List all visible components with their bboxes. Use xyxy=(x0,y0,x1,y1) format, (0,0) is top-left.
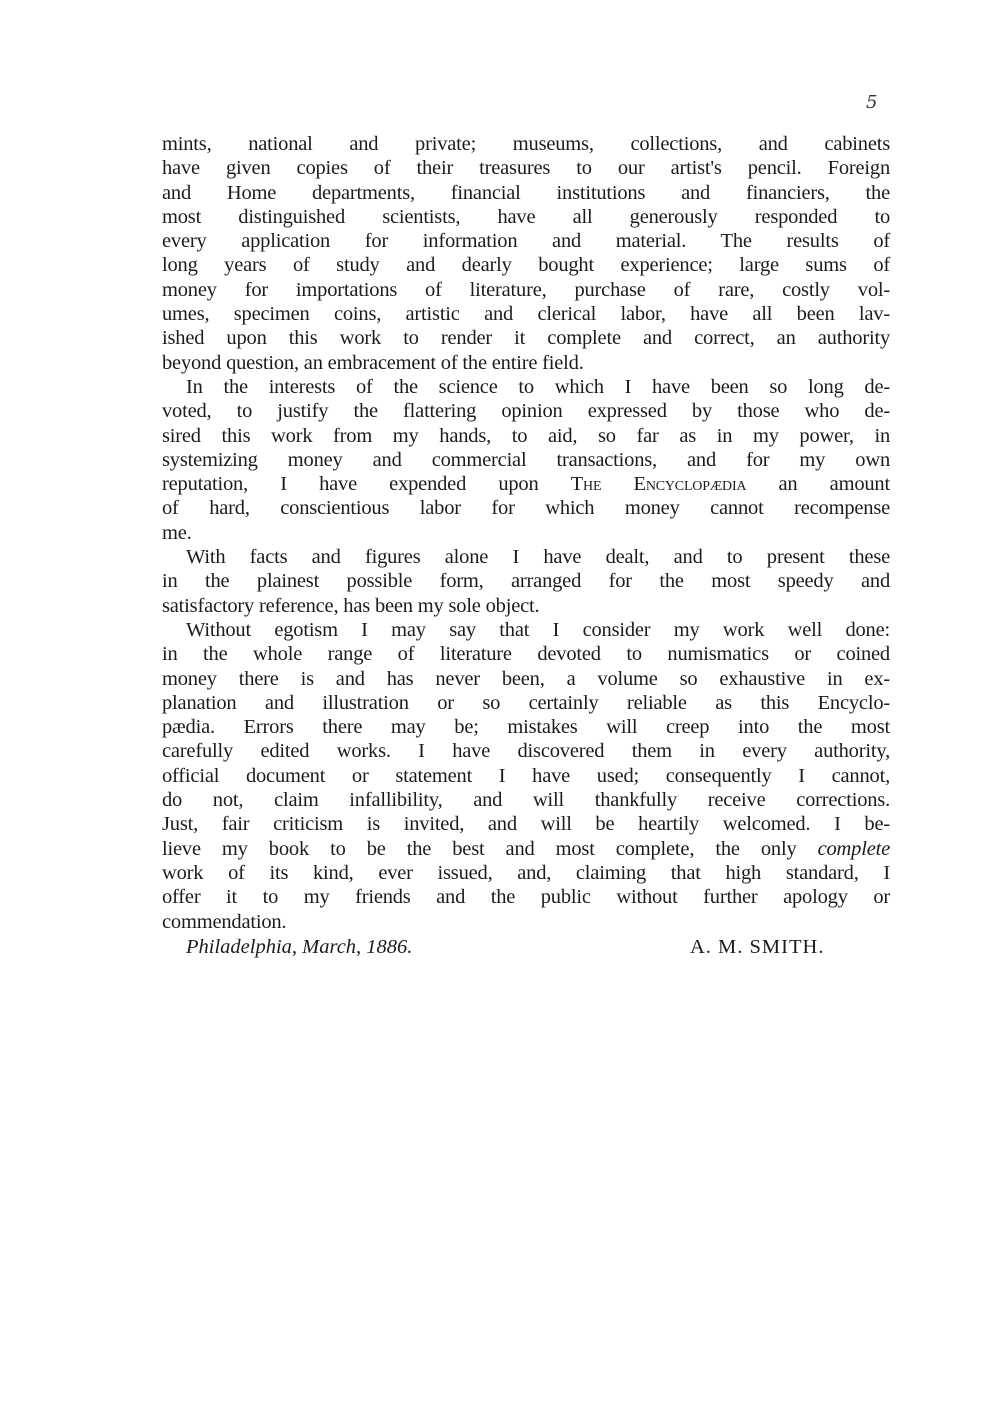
text-line: money there is and has never been, a volume so exhaustive in ex- xyxy=(162,667,890,690)
text-line: systemizing money and commercial transactions, and for my own xyxy=(162,448,890,471)
text-line: most distinguished scientists, have all generously responded to xyxy=(162,205,890,228)
place-date: Philadelphia, March, 1886. xyxy=(186,935,413,958)
text-line: With facts and figures alone I have dealt, and to present these xyxy=(186,546,890,569)
book-title: The Encyclopædia xyxy=(570,473,747,496)
text-line: in the plainest possible form, arranged for the most speedy and xyxy=(162,570,890,593)
page-number: 5 xyxy=(866,92,878,113)
paragraph xyxy=(162,618,890,934)
text-line: In the interests of the science to which I have been so long de- xyxy=(186,375,890,398)
text-line: mints, national and private; museums, collections, and cabinets xyxy=(162,133,890,155)
text-line: sired this work from my hands, to aid, so far as in my power, in xyxy=(162,424,890,447)
text-line: work of its kind, ever issued, and, claiming that high standard, I xyxy=(162,861,890,884)
text-line xyxy=(162,837,890,861)
text-line: of hard, conscientious labor for which money cannot recompense xyxy=(162,497,890,520)
text-line: offer it to my friends and the public without further apology or xyxy=(162,886,890,909)
text-segment: lieve my book to be the best and most complete, the only xyxy=(162,837,797,860)
emphasis: complete xyxy=(817,837,890,860)
text-line: in the whole range of literature devoted to numismatics or coined xyxy=(162,643,890,666)
text-line: official document or statement I have used; consequently I cannot, xyxy=(162,764,890,787)
text-line: carefully edited works. I have discovered them in every authority, xyxy=(162,740,890,763)
text-line: planation and illustration or so certainly reliable as this Encyclo- xyxy=(162,691,890,714)
text-line: Just, fair criticism is invited, and will be heartily welcomed. I be- xyxy=(162,813,890,836)
text-segment: an amount xyxy=(778,473,890,496)
text-line: voted, to justify the flattering opinion expressed by those who de- xyxy=(162,400,890,423)
text-line: ished upon this work to render it complete and correct, an authority xyxy=(162,327,890,350)
closing xyxy=(162,934,890,960)
text-line: commendation. xyxy=(162,910,287,933)
paragraph xyxy=(162,545,890,618)
text-line: every application for information and material. The results of xyxy=(162,230,890,253)
text-line: Without egotism I may say that I consider my work well done: xyxy=(186,618,890,641)
text-line: satisfactory reference, has been my sole object. xyxy=(162,594,540,617)
text-line: long years of study and dearly bought experience; large sums of xyxy=(162,254,890,277)
text-line: umes, specimen coins, artistic and clerical labor, have all been lav- xyxy=(162,303,890,326)
text-line: beyond question, an embracement of the entire field. xyxy=(162,351,584,374)
text-line: do not, claim infallibility, and will thankfully receive corrections. xyxy=(162,789,890,812)
text-line: money for importations of literature, purchase of rare, costly vol- xyxy=(162,278,890,301)
paragraph xyxy=(162,132,890,375)
paragraph xyxy=(162,375,890,545)
author-signature: A. M. SMITH. xyxy=(690,935,825,958)
text-segment: reputation, I have expended upon xyxy=(162,473,539,496)
text-line: me. xyxy=(162,521,192,544)
text-line: and Home departments, financial institutions and financiers, the xyxy=(162,181,890,204)
text-line: pædia. Errors there may be; mistakes will creep into the most xyxy=(162,716,890,739)
text-line xyxy=(162,472,890,496)
text-line: have given copies of their treasures to our artist's pencil. Foreign xyxy=(162,157,890,180)
body-text xyxy=(162,132,890,960)
